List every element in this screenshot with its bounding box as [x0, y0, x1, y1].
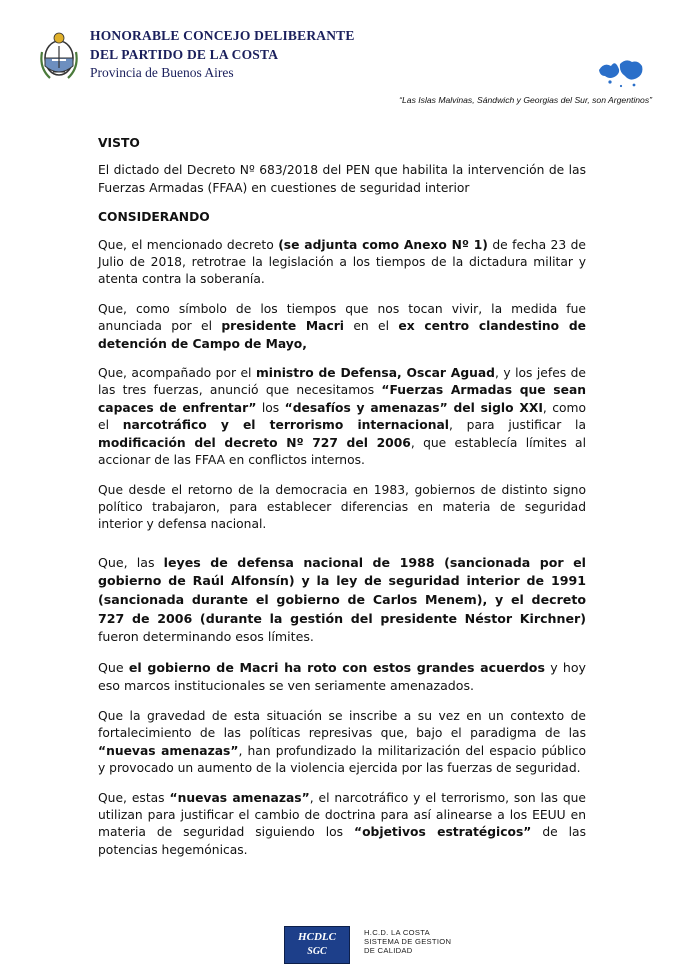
paragraph-3 — [98, 365, 586, 469]
footer-text-line3: DE CALIDAD — [364, 946, 413, 956]
p8-text-c: , el narcotráfico y el terrorismo, son las que utilizan para justificar el cambio de doctrina para así alinearse a los EEUU en materia de seguridad siguiendo los — [98, 790, 586, 840]
p2-text-c: en el — [344, 319, 399, 334]
paragraph-4: Que desde el retorno de la democracia en 1983, gobiernos de distinto signo político trabajaron, para establecer diferencias en materia de seguridad interior y defensa nacional. — [98, 482, 586, 532]
visto-paragraph: El dictado del Decreto Nº 683/2018 del PEN que habilita la intervención de las Fuerzas Armadas (FFAA) en cuestiones de seguridad interior — [98, 163, 586, 195]
p5-bold-laws: leyes de defensa nacional de 1988 (sancionada por el gobierno de Raúl Alfonsín) y la ley de seguridad interior de 1991 (sancionada durante el gobierno de Carlos Menem), y el decreto 727 de 2006 (durante la gestión del presidente Néstor Kirchner) — [98, 554, 586, 626]
p1-text-a: Que, el mencionado decreto — [98, 237, 279, 252]
paragraph-5 — [98, 554, 586, 647]
sgc-logo-line2: SGC — [307, 946, 327, 957]
paragraph-2 — [98, 301, 586, 353]
p5-text-a: Que, las — [98, 554, 164, 570]
p3-bold-minister: ministro de Defensa, Oscar Aguad — [255, 366, 495, 381]
p8-bold-new-threats: “nuevas amenazas” — [169, 790, 310, 805]
quality-system-text — [364, 928, 451, 956]
p7-text-a: Que la gravedad de esta situación se inscribe a su vez en un contexto de fortalecimiento de las políticas represivas que, bajo el paradigma de las — [98, 708, 586, 741]
malvinas-motto: “Las Islas Malvinas, Sándwich y Georgias del Sur, son Argentinos” — [399, 95, 652, 105]
p7-bold-new-threats: “nuevas amenazas” — [98, 743, 239, 758]
malvinas-map-icon — [596, 52, 648, 92]
p6-bold-government: el gobierno de Macri ha roto con estos grandes acuerdos — [128, 659, 545, 675]
institution-header — [90, 26, 355, 81]
paragraph-6 — [98, 659, 586, 696]
p3-text-c: , y los jefes de las tres fuerzas, anunció que necesitamos — [98, 366, 586, 398]
p3-text-a: Que, acompañado por el — [98, 366, 256, 381]
p3-bold-decree: modificación del decreto Nº 727 del 2006 — [98, 435, 411, 450]
paragraph-7 — [98, 708, 586, 778]
coat-of-arms-icon — [38, 28, 80, 82]
p3-bold-challenges: “desafíos y amenazas” del siglo XXI — [284, 400, 543, 415]
p3-text-i: , para justificar la — [448, 418, 586, 433]
p1-bold-annex: (se adjunta como Anexo Nº 1) — [278, 237, 488, 252]
footer — [284, 926, 464, 966]
p8-text-e: de las potencias hegemónicas. — [98, 825, 586, 857]
sgc-logo-line1: HCDLC — [298, 931, 336, 943]
p3-text-e: los — [256, 400, 285, 415]
sgc-logo — [284, 926, 350, 964]
document-body — [98, 135, 586, 859]
p3-text-g: , como el — [98, 400, 586, 433]
p6-text-c: y hoy eso marcos institucionales se ven seriamente amenazados. — [98, 659, 587, 694]
considerando-heading: CONSIDERANDO — [98, 210, 210, 225]
footer-text-line2: SISTEMA DE GESTION — [364, 937, 452, 947]
p8-bold-objectives: “objetivos estratégicos” — [354, 825, 532, 840]
p2-text-a: Que, como símbolo de los tiempos que nos tocan vivir, la medida fue anunciada por el — [98, 301, 586, 334]
paragraph-8 — [98, 790, 586, 860]
institution-province: Provincia de Buenos Aires — [90, 65, 234, 80]
p5-text-c: fueron determinando esos límites. — [98, 629, 314, 645]
p2-bold-president: presidente Macri — [221, 319, 345, 334]
p3-bold-quote-forces: “Fuerzas Armadas que sean capaces de enfrentar” — [98, 383, 586, 415]
visto-heading: VISTO — [98, 136, 140, 150]
institution-name-line1: HONORABLE CONCEJO DELIBERANTE — [90, 28, 355, 43]
paragraph-1 — [98, 237, 586, 289]
p6-text-a: Que — [98, 659, 129, 675]
p3-bold-narco: narcotráfico y el terrorismo internacional — [122, 418, 449, 433]
footer-text-line1: H.C.D. LA COSTA — [364, 928, 430, 937]
p8-text-a: Que, estas — [98, 790, 170, 805]
p1-text-c: de fecha 23 de Julio de 2018, retrotrae la legislación a los tiempos de la dictadura militar y atenta contra la soberanía. — [98, 237, 586, 287]
p3-text-k: , que establecía límites al accionar de las FFAA en conflictos internos. — [98, 435, 586, 468]
institution-name-line2: DEL PARTIDO DE LA COSTA — [90, 47, 279, 62]
p2-bold-location: ex centro clandestino de detención de Campo de Mayo, — [98, 319, 586, 351]
p7-text-c: , han profundizado la militarización del espacio público y provocado un aumento de la violencia ejercida por las fuerzas de seguridad. — [98, 743, 586, 776]
